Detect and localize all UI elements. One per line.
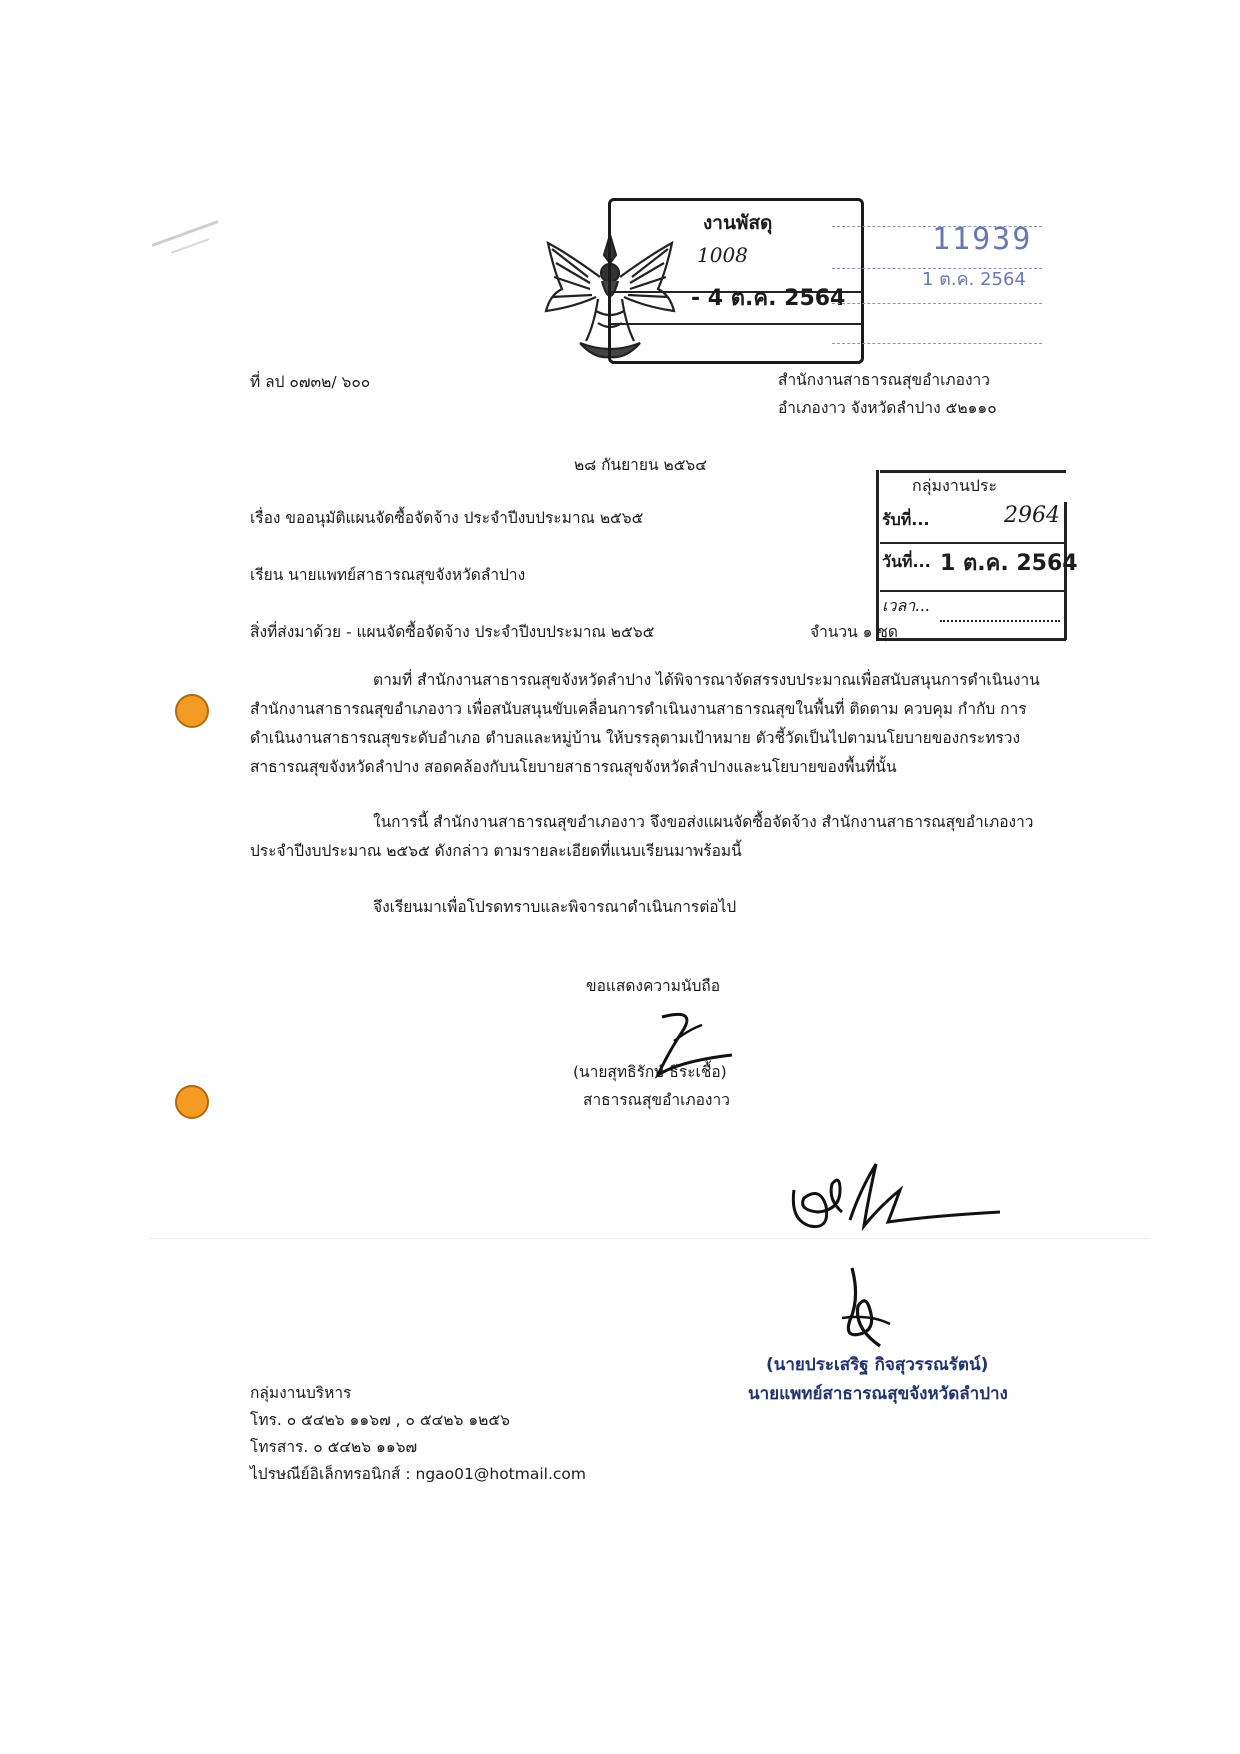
supply-stamp-title: งานพัสดุ (703, 212, 773, 234)
footer-email: ไปรษณีย์อิเล็กทรอนิกส์ : ngao01@hotmail.com (250, 1465, 586, 1483)
time-label: เวลา... (882, 596, 931, 615)
salutation-line: เรียน นายแพทย์สาธารณสุขจังหวัดลำปาง (250, 566, 526, 584)
division-stamp-title: กลุ่มงานประ (912, 476, 998, 495)
sender-address: อำเภองาว จังหวัดลำปาง ๕๒๑๑๐ (778, 399, 997, 417)
closing-request: จึงเรียนมาเพื่อโปรดทราบและพิจารณาดำเนินการต่อไป (373, 898, 737, 916)
supply-stamp-number: 1008 (697, 243, 748, 267)
approver-name: (นายประเสริฐ กิจสุวรรณรัตน์) (766, 1355, 989, 1375)
paragraph-2-line-2: ประจำปีงบประมาณ ๒๕๖๕ ดังกล่าว ตามรายละเอียดที่แนบเรียนมาพร้อมนี้ (250, 842, 742, 860)
scan-smudge (152, 220, 219, 247)
provincial-stamp-date: 1 ต.ค. 2564 (922, 269, 1026, 290)
provincial-receive-stamp (832, 208, 1042, 358)
scan-smudge (171, 238, 209, 254)
paragraph-1-line-3: ดำเนินงานสาธารณสุขระดับอำเภอ ตำบลและหมู่บ้าน ให้บรรลุตามเป้าหมาย ตัวชี้วัดเป็นไปตามนโยบายของกระทรวง (250, 729, 1021, 747)
enclosure-line: สิ่งที่ส่งมาด้วย - แผนจัดซื้อจัดจ้าง ประจำปีงบประมาณ ๒๕๖๕ (250, 623, 655, 641)
division-receive-stamp (876, 462, 1076, 640)
date-label: วันที่... (882, 552, 931, 571)
footer-unit: กลุ่มงานบริหาร (250, 1384, 352, 1402)
signature-approver (830, 1258, 910, 1358)
reference-number: ที่ ลป ๐๗๓๒/ ๖๐๐ (250, 373, 371, 391)
subject-line: เรื่อง ขออนุมัติแผนจัดซื้อจัดจ้าง ประจำปีงบประมาณ ๒๕๖๕ (250, 509, 644, 527)
paragraph-1-line-4: สาธารณสุขจังหวัดลำปาง สอดคล้องกับนโยบายสาธารณสุขจังหวัดลำปางและนโยบายของพื้นที่นั้น (250, 758, 897, 776)
provincial-stamp-number: 11939 (932, 222, 1033, 257)
punch-hole-bottom (175, 1085, 209, 1119)
supply-stamp-date: - 4 ต.ค. 2564 (691, 286, 846, 311)
footer-fax: โทรสาร. ๐ ๕๔๒๖ ๑๑๖๗ (250, 1438, 418, 1456)
signer-title: สาธารณสุขอำเภองาว (583, 1091, 730, 1109)
approver-title: นายแพทย์สาธารณสุขจังหวัดลำปาง (748, 1384, 1008, 1404)
approver-handwritten-note (780, 1150, 1010, 1260)
enclosure-quantity: จำนวน ๑ ชุด (810, 623, 898, 641)
document-date: ๒๘ กันยายน ๒๕๖๔ (574, 456, 707, 474)
paragraph-1-line-1: ตามที่ สำนักงานสาธารณสุขจังหวัดลำปาง ได้พิจารณาจัดสรรงบประมาณเพื่อสนับสนุนการดำเนินงาน (373, 671, 1040, 689)
received-date: 1 ต.ค. 2564 (940, 551, 1078, 576)
supply-stamp (608, 198, 864, 364)
complimentary-close: ขอแสดงความนับถือ (586, 977, 721, 995)
received-number: 2964 (1004, 503, 1060, 528)
sender-office: สำนักงานสาธารณสุขอำเภองาว (778, 371, 990, 389)
footer-telephone: โทร. ๐ ๕๔๒๖ ๑๑๖๗ , ๐ ๕๔๒๖ ๑๒๕๖ (250, 1411, 510, 1429)
paragraph-2-line-1: ในการนี้ สำนักงานสาธารณสุขอำเภองาว จึงขอส่งแผนจัดซื้อจัดจ้าง สำนักงานสาธารณสุขอำเภองาว (373, 813, 1034, 831)
paragraph-1-line-2: สำนักงานสาธารณสุขอำเภองาว เพื่อสนับสนุนขับเคลื่อนการดำเนินงานสาธารณสุขในพื้นที่ ติดตาม ควบคุม กำกับ การ (250, 700, 1027, 718)
signer-name: (นายสุทธิรักษ์ ธีระเชื้อ) (573, 1063, 727, 1081)
punch-hole-top (175, 694, 209, 728)
received-label: รับที่... (882, 510, 930, 529)
